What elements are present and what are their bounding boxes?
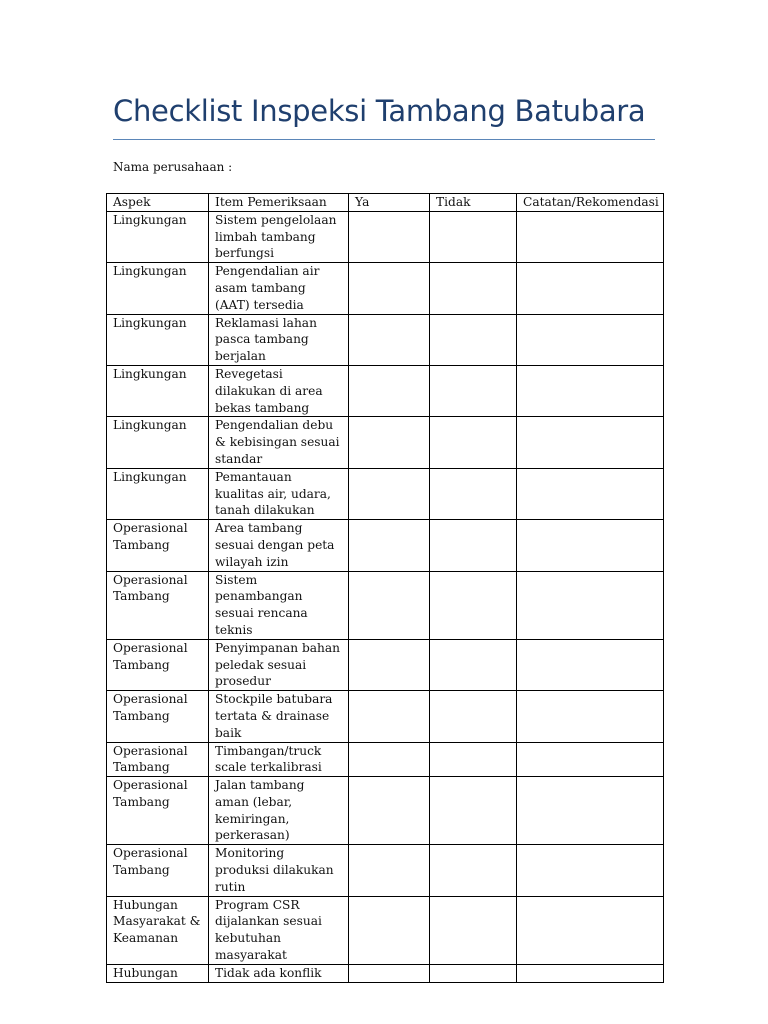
tidak-cell[interactable] <box>430 964 517 982</box>
tidak-cell[interactable] <box>430 571 517 639</box>
ya-cell[interactable] <box>349 365 430 416</box>
catatan-cell[interactable] <box>517 742 664 777</box>
catatan-cell[interactable] <box>517 964 664 982</box>
ya-cell[interactable] <box>349 263 430 314</box>
ya-cell[interactable] <box>349 520 430 571</box>
aspek-cell: Operasional Tambang <box>107 845 209 896</box>
table-row <box>107 314 664 365</box>
aspek-cell: Operasional Tambang <box>107 742 209 777</box>
tidak-cell[interactable] <box>430 263 517 314</box>
table-row <box>107 639 664 690</box>
aspek-cell: Lingkungan <box>107 263 209 314</box>
ya-cell[interactable] <box>349 468 430 519</box>
table-row <box>107 777 664 845</box>
aspek-cell: Operasional Tambang <box>107 639 209 690</box>
tidak-cell[interactable] <box>430 639 517 690</box>
aspek-cell: Lingkungan <box>107 211 209 262</box>
item-pemeriksaan-cell: Pengendalian air asam tambang (AAT) tersedia <box>209 263 349 314</box>
item-pemeriksaan-cell: Stockpile batubara tertata & drainase baik <box>209 691 349 742</box>
aspek-cell: Operasional Tambang <box>107 691 209 742</box>
table-row <box>107 417 664 468</box>
ya-cell[interactable] <box>349 211 430 262</box>
item-pemeriksaan-cell: Tidak ada konflik <box>209 964 349 982</box>
header-aspek: Aspek <box>107 194 209 212</box>
ya-cell[interactable] <box>349 742 430 777</box>
catatan-cell[interactable] <box>517 896 664 964</box>
header-ya: Ya <box>349 194 430 212</box>
tidak-cell[interactable] <box>430 520 517 571</box>
item-pemeriksaan-cell: Revegetasi dilakukan di area bekas tambang <box>209 365 349 416</box>
table-row <box>107 263 664 314</box>
catatan-cell[interactable] <box>517 777 664 845</box>
catatan-cell[interactable] <box>517 417 664 468</box>
tidak-cell[interactable] <box>430 468 517 519</box>
inspection-checklist-table <box>106 193 664 983</box>
aspek-cell: Operasional Tambang <box>107 571 209 639</box>
catatan-cell[interactable] <box>517 639 664 690</box>
catatan-cell[interactable] <box>517 691 664 742</box>
table-row <box>107 742 664 777</box>
catatan-cell[interactable] <box>517 468 664 519</box>
tidak-cell[interactable] <box>430 845 517 896</box>
title-underline <box>113 139 655 140</box>
catatan-cell[interactable] <box>517 314 664 365</box>
tidak-cell[interactable] <box>430 896 517 964</box>
catatan-cell[interactable] <box>517 365 664 416</box>
aspek-cell: Operasional Tambang <box>107 520 209 571</box>
item-pemeriksaan-cell: Monitoring produksi dilakukan rutin <box>209 845 349 896</box>
table-row <box>107 571 664 639</box>
table-row <box>107 365 664 416</box>
item-pemeriksaan-cell: Area tambang sesuai dengan peta wilayah izin <box>209 520 349 571</box>
document-title: Checklist Inspeksi Tambang Batubara <box>113 94 646 128</box>
tidak-cell[interactable] <box>430 365 517 416</box>
tidak-cell[interactable] <box>430 691 517 742</box>
table-row <box>107 520 664 571</box>
aspek-cell: Lingkungan <box>107 417 209 468</box>
tidak-cell[interactable] <box>430 211 517 262</box>
aspek-cell: Lingkungan <box>107 314 209 365</box>
item-pemeriksaan-cell: Sistem pengelolaan limbah tambang berfungsi <box>209 211 349 262</box>
aspek-cell: Lingkungan <box>107 365 209 416</box>
catatan-cell[interactable] <box>517 845 664 896</box>
header-tidak: Tidak <box>430 194 517 212</box>
table-row <box>107 468 664 519</box>
tidak-cell[interactable] <box>430 417 517 468</box>
tidak-cell[interactable] <box>430 314 517 365</box>
aspek-cell: Operasional Tambang <box>107 777 209 845</box>
item-pemeriksaan-cell: Pengendalian debu & kebisingan sesuai standar <box>209 417 349 468</box>
catatan-cell[interactable] <box>517 263 664 314</box>
item-pemeriksaan-cell: Timbangan/truck scale terkalibrasi <box>209 742 349 777</box>
item-pemeriksaan-cell: Reklamasi lahan pasca tambang berjalan <box>209 314 349 365</box>
header-catatan-rekomendasi: Catatan/Rekomendasi <box>517 194 664 212</box>
table-row <box>107 691 664 742</box>
catatan-cell[interactable] <box>517 571 664 639</box>
catatan-cell[interactable] <box>517 211 664 262</box>
item-pemeriksaan-cell: Penyimpanan bahan peledak sesuai prosedur <box>209 639 349 690</box>
table-row <box>107 896 664 964</box>
catatan-cell[interactable] <box>517 520 664 571</box>
ya-cell[interactable] <box>349 845 430 896</box>
ya-cell[interactable] <box>349 314 430 365</box>
table-header-row <box>107 194 664 212</box>
tidak-cell[interactable] <box>430 777 517 845</box>
item-pemeriksaan-cell: Program CSR dijalankan sesuai kebutuhan masyarakat <box>209 896 349 964</box>
ya-cell[interactable] <box>349 639 430 690</box>
item-pemeriksaan-cell: Sistem penambangan sesuai rencana teknis <box>209 571 349 639</box>
table-row <box>107 211 664 262</box>
item-pemeriksaan-cell: Jalan tambang aman (lebar, kemiringan, perkerasan) <box>209 777 349 845</box>
ya-cell[interactable] <box>349 691 430 742</box>
ya-cell[interactable] <box>349 571 430 639</box>
ya-cell[interactable] <box>349 777 430 845</box>
ya-cell[interactable] <box>349 964 430 982</box>
table-row <box>107 964 664 982</box>
aspek-cell: Lingkungan <box>107 468 209 519</box>
company-name-label: Nama perusahaan : <box>113 160 233 174</box>
table-row <box>107 845 664 896</box>
ya-cell[interactable] <box>349 896 430 964</box>
ya-cell[interactable] <box>349 417 430 468</box>
tidak-cell[interactable] <box>430 742 517 777</box>
table-body <box>107 211 664 982</box>
header-item-pemeriksaan: Item Pemeriksaan <box>209 194 349 212</box>
aspek-cell: Hubungan <box>107 964 209 982</box>
item-pemeriksaan-cell: Pemantauan kualitas air, udara, tanah dilakukan <box>209 468 349 519</box>
aspek-cell: Hubungan Masyarakat & Keamanan <box>107 896 209 964</box>
